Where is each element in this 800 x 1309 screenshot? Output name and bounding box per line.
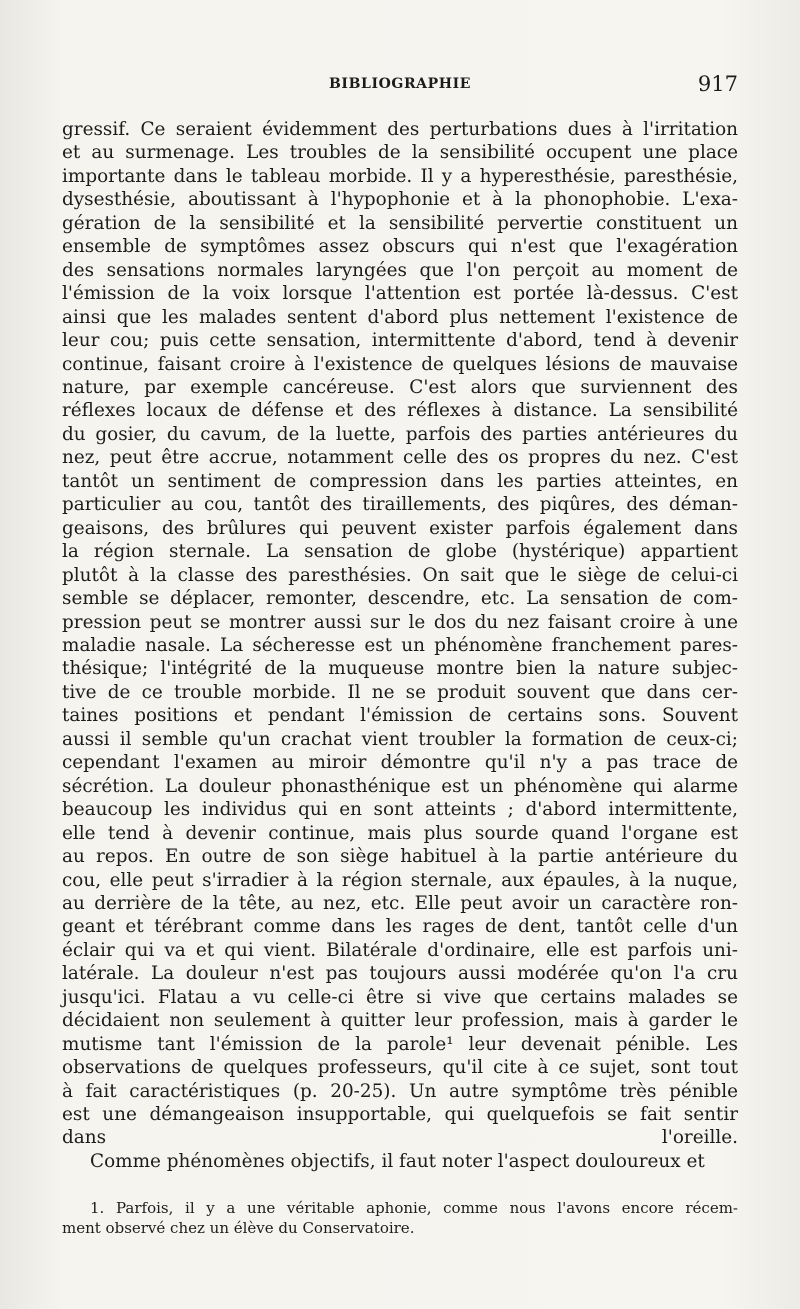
body-line: cependant l'examen au miroir démontre qu'il n'y a pas trace de xyxy=(62,752,738,774)
body-line: pression peut se montrer aussi sur le dos du nez faisant croire à une xyxy=(62,611,738,633)
body-line: particulier au cou, tantôt des tiraillements, des piqûres, des déman- xyxy=(62,494,738,516)
body-line: au repos. En outre de son siège habituel à la partie antérieure du xyxy=(62,846,738,868)
body-line: réflexes locaux de défense et des réflexes à distance. La sensibilité xyxy=(62,400,738,422)
body-line: gressif. Ce seraient évidemment des perturbations dues à l'irritation xyxy=(62,119,738,140)
body-line: éclair qui va et qui vient. Bilatérale d'ordinaire, elle est parfois uni- xyxy=(62,939,738,961)
body-line: taines positions et pendant l'émission de certains sons. Souvent xyxy=(62,705,738,727)
body-line: dysesthésie, aboutissant à l'hypophonie et à la phonophobie. L'exa- xyxy=(62,189,738,211)
body-line: ainsi que les malades sentent d'abord plus nettement l'existence de xyxy=(62,306,738,328)
body-line: à fait caractéristiques (p. 20-25). Un autre symptôme très pénible xyxy=(62,1080,738,1102)
page-header xyxy=(62,72,738,102)
body-line: nature, par exemple cancéreuse. C'est alors que surviennent des xyxy=(62,376,738,398)
body-line: geaisons, des brûlures qui peuvent exister parfois également dans xyxy=(62,517,738,539)
page-number: 917 xyxy=(697,72,738,96)
body-line: nez, peut être accrue, notamment celle des os propres du nez. C'est xyxy=(62,447,738,469)
body-line: l'émission de la voix lorsque l'attention est portée là-dessus. C'est xyxy=(62,283,738,305)
body-line: continue, faisant croire à l'existence de quelques lésions de mauvaise xyxy=(62,353,738,375)
body-line: aussi il semble qu'un crachat vient troubler la formation de ceux-ci; xyxy=(62,728,738,750)
body-line: beaucoup les individus qui en sont atteints ; d'abord intermittente, xyxy=(62,799,738,821)
footnote-line: 1. Parfois, il y a une véritable aphonie, comme nous l'avons encore récem- xyxy=(90,1199,738,1217)
footnotes xyxy=(62,1198,738,1238)
body-line: est une démangeaison insupportable, qui quelquefois se fait sentir xyxy=(62,1104,738,1126)
body-line: au derrière de la tête, au nez, etc. Elle peut avoir un caractère ron- xyxy=(62,892,738,914)
body-line: dans l'oreille. xyxy=(62,1127,738,1149)
body-line: tive de ce trouble morbide. Il ne se produit souvent que dans cer- xyxy=(62,681,738,703)
body-line: latérale. La douleur n'est pas toujours aussi modérée qu'on l'a cru xyxy=(62,963,738,985)
body-line: jusqu'ici. Flatau a vu celle-ci être si vive que certains malades se xyxy=(62,986,738,1008)
body-line: geant et térébrant comme dans les rages de dent, tantôt celle d'un xyxy=(62,916,738,938)
body-line: maladie nasale. La sécheresse est un phénomène franchement pares- xyxy=(62,634,738,656)
body-line: elle tend à devenir continue, mais plus sourde quand l'organe est xyxy=(62,822,738,844)
body-line: mutisme tant l'émission de la parole¹ leur devenait pénible. Les xyxy=(62,1033,738,1055)
body-line: observations de quelques professeurs, qu'il cite à ce sujet, sont tout xyxy=(62,1057,738,1079)
body-line: et au surmenage. Les troubles de la sensibilité occupent une place xyxy=(62,142,738,164)
body-line: du gosier, du cavum, de la luette, parfois des parties antérieures du xyxy=(62,423,738,445)
body-line: gération de la sensibilité et la sensibilité pervertie constituent un xyxy=(62,212,738,234)
body-line: la région sternale. La sensation de globe (hystérique) appartient xyxy=(62,541,738,563)
body-line: importante dans le tableau morbide. Il y a hyperesthésie, paresthésie, xyxy=(62,165,738,187)
running-title: BIBLIOGRAPHIE xyxy=(328,76,472,92)
body-line: cou, elle peut s'irradier à la région sternale, aux épaules, à la nuque, xyxy=(62,869,738,891)
body-line: sécrétion. La douleur phonasthénique est un phénomène qui alarme xyxy=(62,775,738,797)
body-line: thésique; l'intégrité de la muqueuse montre bien la nature subjec- xyxy=(62,658,738,680)
body-line: des sensations normales laryngées que l'on perçoit au moment de xyxy=(62,259,738,281)
body-line: Comme phénomènes objectifs, il faut noter l'aspect douloureux et xyxy=(90,1150,705,1172)
footnote-line: ment observé chez un élève du Conservatoire. xyxy=(62,1219,415,1237)
body-line: plutôt à la classe des paresthésies. On sait que le siège de celui-ci xyxy=(62,564,738,586)
body-line: tantôt un sentiment de compression dans les parties atteintes, en xyxy=(62,470,738,492)
body-line: semble se déplacer, remonter, descendre, etc. La sensation de com- xyxy=(62,588,738,610)
body-line: leur cou; puis cette sensation, intermittente d'abord, tend à devenir xyxy=(62,330,738,352)
body-line: décidaient non seulement à quitter leur profession, mais à garder le xyxy=(62,1010,738,1032)
body-line: ensemble de symptômes assez obscurs qui n'est que l'exagération xyxy=(62,236,738,258)
body-text xyxy=(62,118,738,1173)
